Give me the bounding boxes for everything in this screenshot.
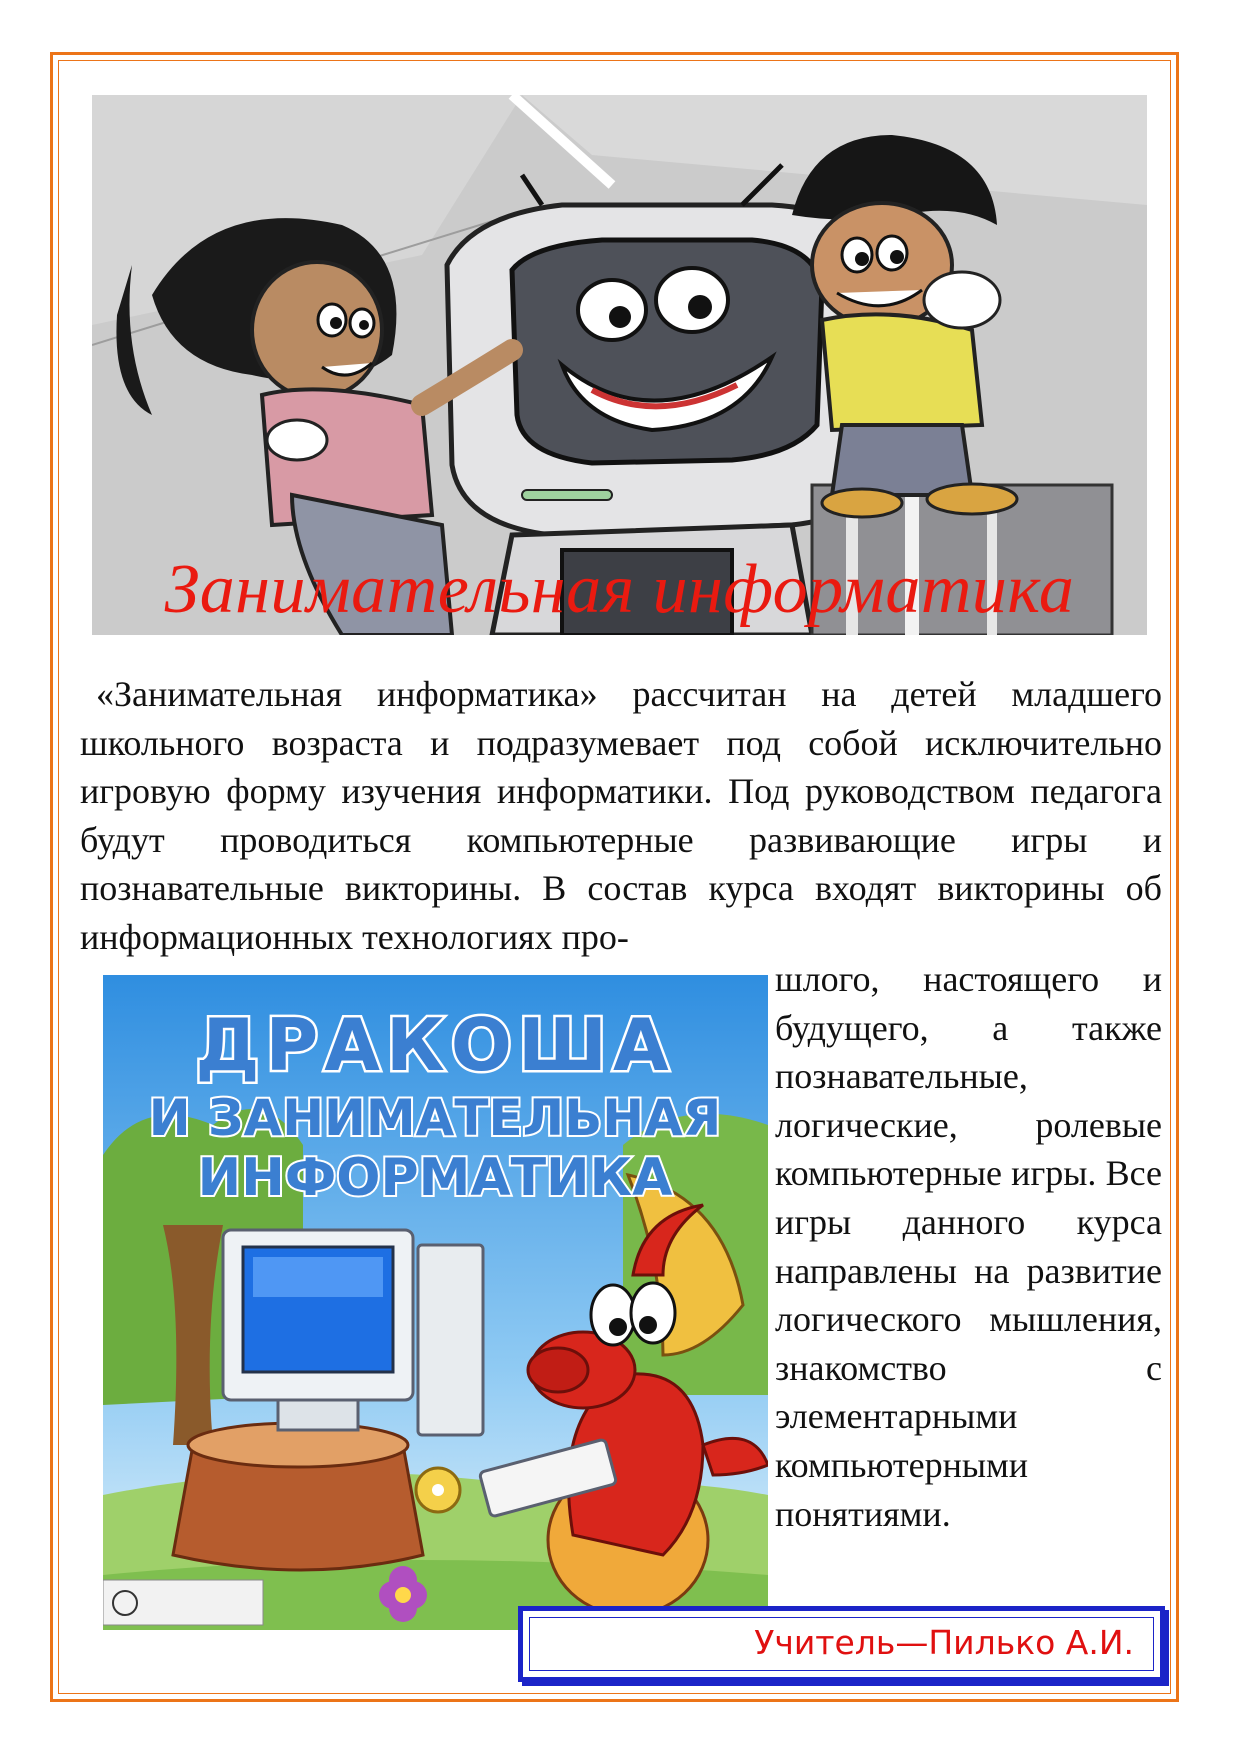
drakosha-cover-illustration <box>103 975 768 1630</box>
teacher-signature-box <box>518 1606 1165 1682</box>
cover-title-line2: И ЗАНИМАТЕЛЬНАЯ <box>148 1089 722 1147</box>
teacher-name: Учитель—Пилько А.И. <box>754 1623 1134 1662</box>
side-paragraph: шлого, настоящего и будущего, а также познавательные, логические, ролевые компьютерные игры. Все игры данного курса направлены на развитие логического мышления, знакомство с элементарными компьютерными понятиями. <box>775 959 1162 1534</box>
page-title: Занимательная информатика <box>164 551 1075 628</box>
intro-paragraph: «Занимательная информатика» рассчитан на детей младшего школьного возраста и подразумевает под собой исключительно игровую форму изучения информатики. Под руководством педагога будут проводиться компьютерные развивающие игры и познавательные викторины. В состав курса входят викторины об информационных технологиях про- <box>80 674 1162 957</box>
cover-title-line3: ИНФОРМАТИКА <box>197 1148 673 1208</box>
cover-title-line1: ДРАКОША <box>195 1003 675 1087</box>
